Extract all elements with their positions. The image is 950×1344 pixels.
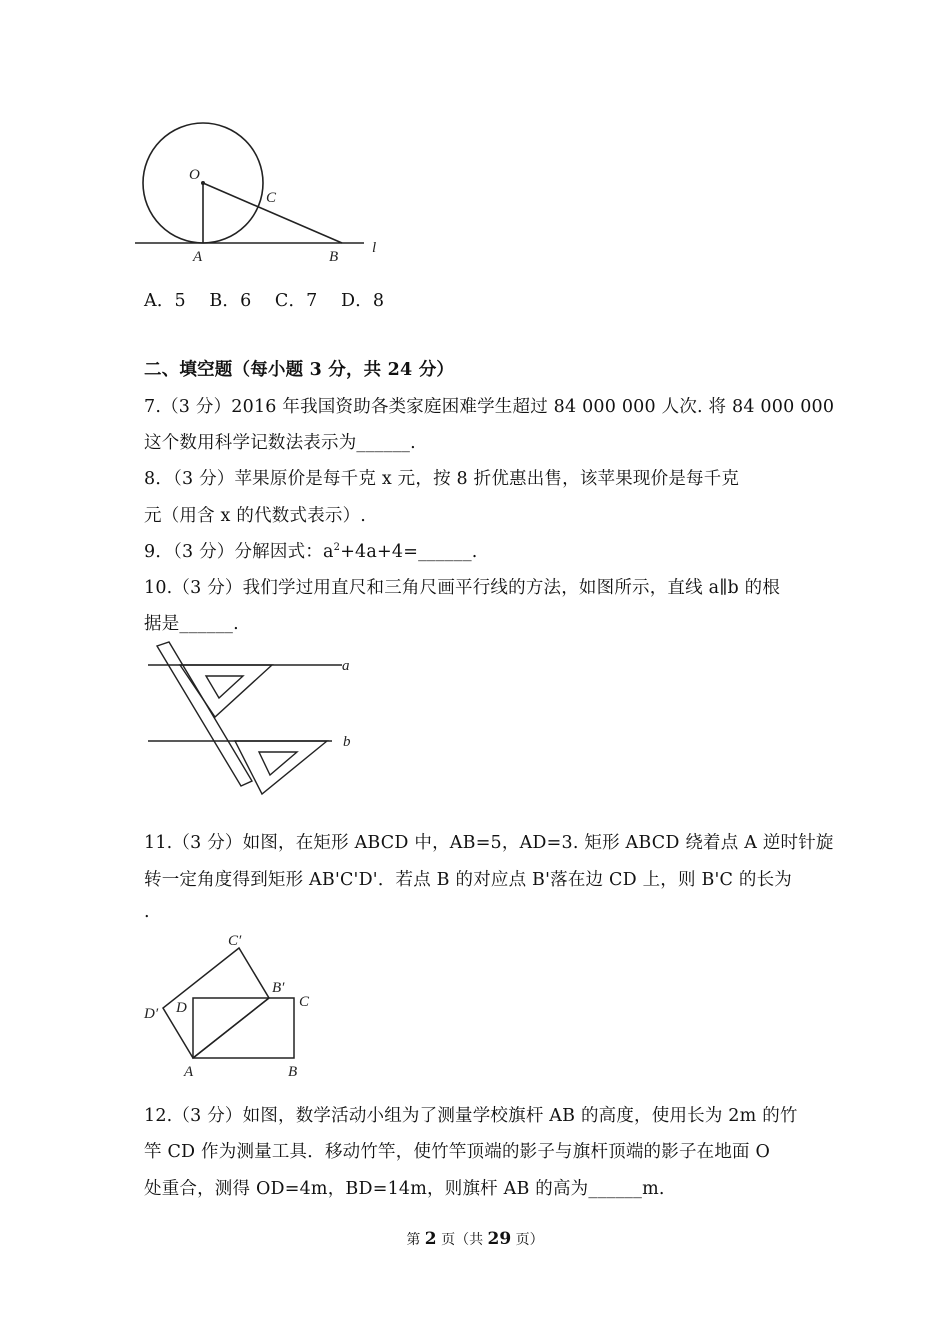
label-c: C [299, 994, 310, 1010]
label-b: B [329, 249, 339, 265]
q7-line1: 7.（3 分）2016 年我国资助各类家庭困难学生超过 84 000 000 人次. 将 84 000 000 [144, 397, 835, 417]
triangle-upper-inner [206, 676, 243, 698]
footer-post: 页） [515, 1232, 544, 1248]
page-footer [0, 1229, 950, 1249]
label-b: B [288, 1064, 298, 1080]
triangle-lower [235, 741, 327, 794]
q9-suffix: +4a+4=______. [340, 542, 478, 562]
q12-line3: 处重合，测得 OD=4m，BD=14m，则旗杆 AB 的高为______m. [144, 1179, 665, 1199]
q9-exponent: 2 [333, 542, 341, 554]
label-d: D [176, 1000, 187, 1016]
label-a: A [184, 1064, 194, 1080]
segment-ab-prime [193, 998, 269, 1058]
q9-line [144, 538, 478, 563]
q8-line1: 8．（3 分）苹果原价是每千克 x 元，按 8 折优惠出售，该苹果现价是每千克 [144, 469, 740, 489]
center-point-o [201, 181, 205, 185]
ruler [157, 642, 252, 786]
label-c-prime: C′ [228, 933, 242, 949]
footer-pre: 第 [406, 1232, 421, 1248]
label-b-prime: B′ [272, 980, 285, 996]
parallel-lines-figure [140, 640, 370, 800]
label-a: A [193, 249, 203, 265]
q10-line2: 据是______. [144, 614, 239, 634]
rectangle-abcd [193, 998, 294, 1058]
q12-line1: 12.（3 分）如图，数学活动小组为了测量学校旗杆 AB 的高度，使用长为 2m 的竹 [144, 1106, 798, 1126]
q11-line1: 11.（3 分）如图，在矩形 ABCD 中，AB=5，AD=3. 矩形 ABCD 绕着点 A 逆时针旋 [144, 833, 834, 853]
q9-prefix: 9．（3 分）分解因式：a [144, 542, 334, 562]
footer-mid: 页（共 [441, 1232, 484, 1248]
label-b: b [343, 734, 351, 750]
rotated-rectangle-figure [135, 928, 325, 1083]
label-l: l [372, 240, 377, 256]
footer-page-number: 2 [424, 1229, 437, 1249]
q11-line2: 转一定角度得到矩形 AB'C'D'．若点 B 的对应点 B'落在边 CD 上，则 B'C 的长为 [144, 870, 792, 890]
q6-options: A．5 B．6 C．7 D．8 [144, 291, 385, 311]
q11-line3: . [144, 902, 150, 922]
footer-total-pages: 29 [487, 1229, 512, 1249]
q8-line2: 元（用含 x 的代数式表示）. [144, 506, 367, 526]
q12-line2: 竿 CD 作为测量工具．移动竹竿，使竹竿顶端的影子与旗杆顶端的影子在地面 O [144, 1142, 771, 1162]
label-d-prime: D′ [144, 1006, 159, 1022]
circle-tangent-figure [130, 115, 400, 270]
q7-line2: 这个数用科学记数法表示为______. [144, 433, 416, 453]
triangle-lower-inner [259, 752, 297, 775]
label-a: a [342, 658, 350, 674]
label-c: C [266, 190, 277, 206]
label-o: O [189, 167, 200, 183]
section-heading: 二、填空题（每小题 3 分，共 24 分） [144, 360, 455, 380]
q10-line1: 10.（3 分）我们学过用直尺和三角尺画平行线的方法，如图所示，直线 a∥b 的根 [144, 578, 781, 598]
